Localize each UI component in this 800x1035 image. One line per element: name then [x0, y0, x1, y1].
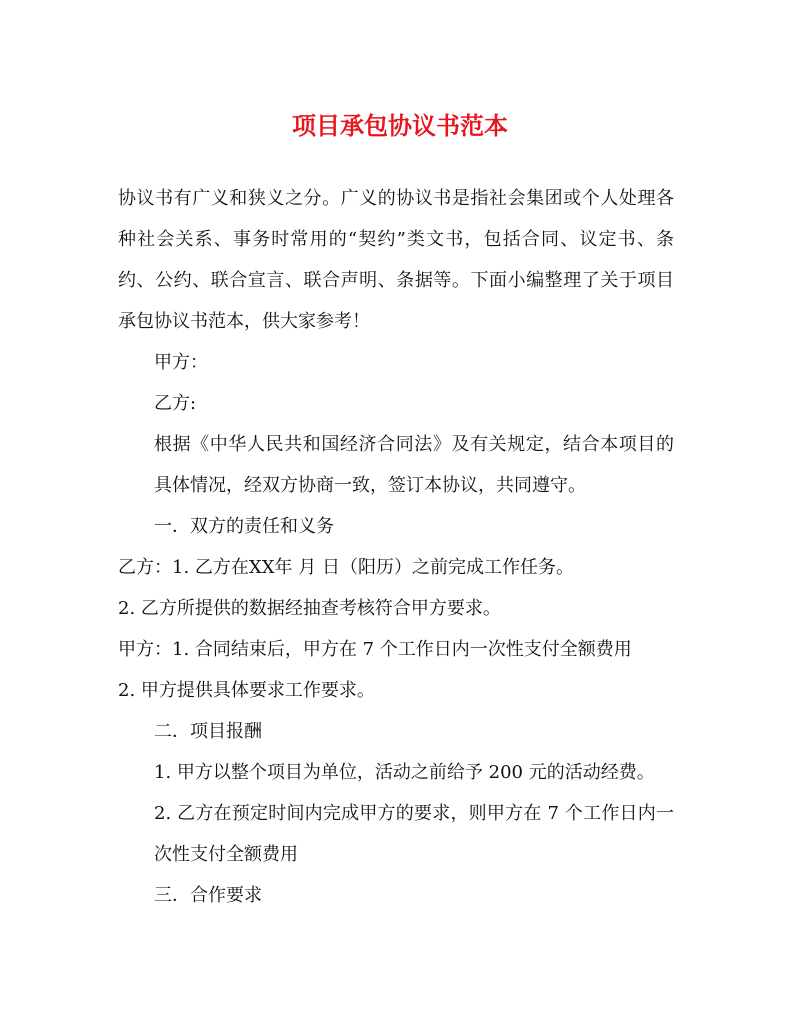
document-body [118, 178, 674, 916]
remuneration-item-1: 1. 甲方以整个项目为单位，活动之前给予 200 元的活动经费。 [154, 762, 655, 783]
document-title: 项目承包协议书范本 [292, 111, 508, 140]
party-b-line: 乙方: [154, 393, 197, 414]
section-heading-remuneration: 二．项目报酬 [154, 721, 262, 742]
section-heading-responsibilities: 一．双方的责任和义务 [154, 516, 334, 537]
agreement-basis-paragraph: 根据《中华人民共和国经济合同法》及有关规定，结合本项目的具体情况，经双方协商一致，签订本协议，共同遵守。 [154, 434, 674, 496]
section-heading-cooperation: 三．合作要求 [154, 885, 262, 906]
party-a-duty-2: 2. 甲方提供具体要求工作要求。 [118, 680, 375, 701]
party-a-duty-1: 甲方：1. 合同结束后，甲方在 7 个工作日内一次性支付全额费用 [118, 639, 632, 660]
intro-paragraph: 协议书有广义和狭义之分。广义的协议书是指社会集团或个人处理各种社会关系、事务时常用的“契约”类文书，包括合同、议定书、条约、公约、联合宣言、联合声明、条据等。下面小编整理了关于项目承包协议书范本，供大家参考！ [118, 188, 674, 332]
party-a-line: 甲方： [154, 352, 208, 373]
remuneration-item-2: 2. 乙方在预定时间内完成甲方的要求，则甲方在 7 个工作日内一次性支付全额费用 [154, 803, 674, 865]
party-b-duty-2: 2. 乙方所提供的数据经抽查考核符合甲方要求。 [118, 598, 501, 619]
party-b-duty-1: 乙方：1. 乙方在XX年 月 日（阳历）之前完成工作任务。 [118, 557, 574, 578]
